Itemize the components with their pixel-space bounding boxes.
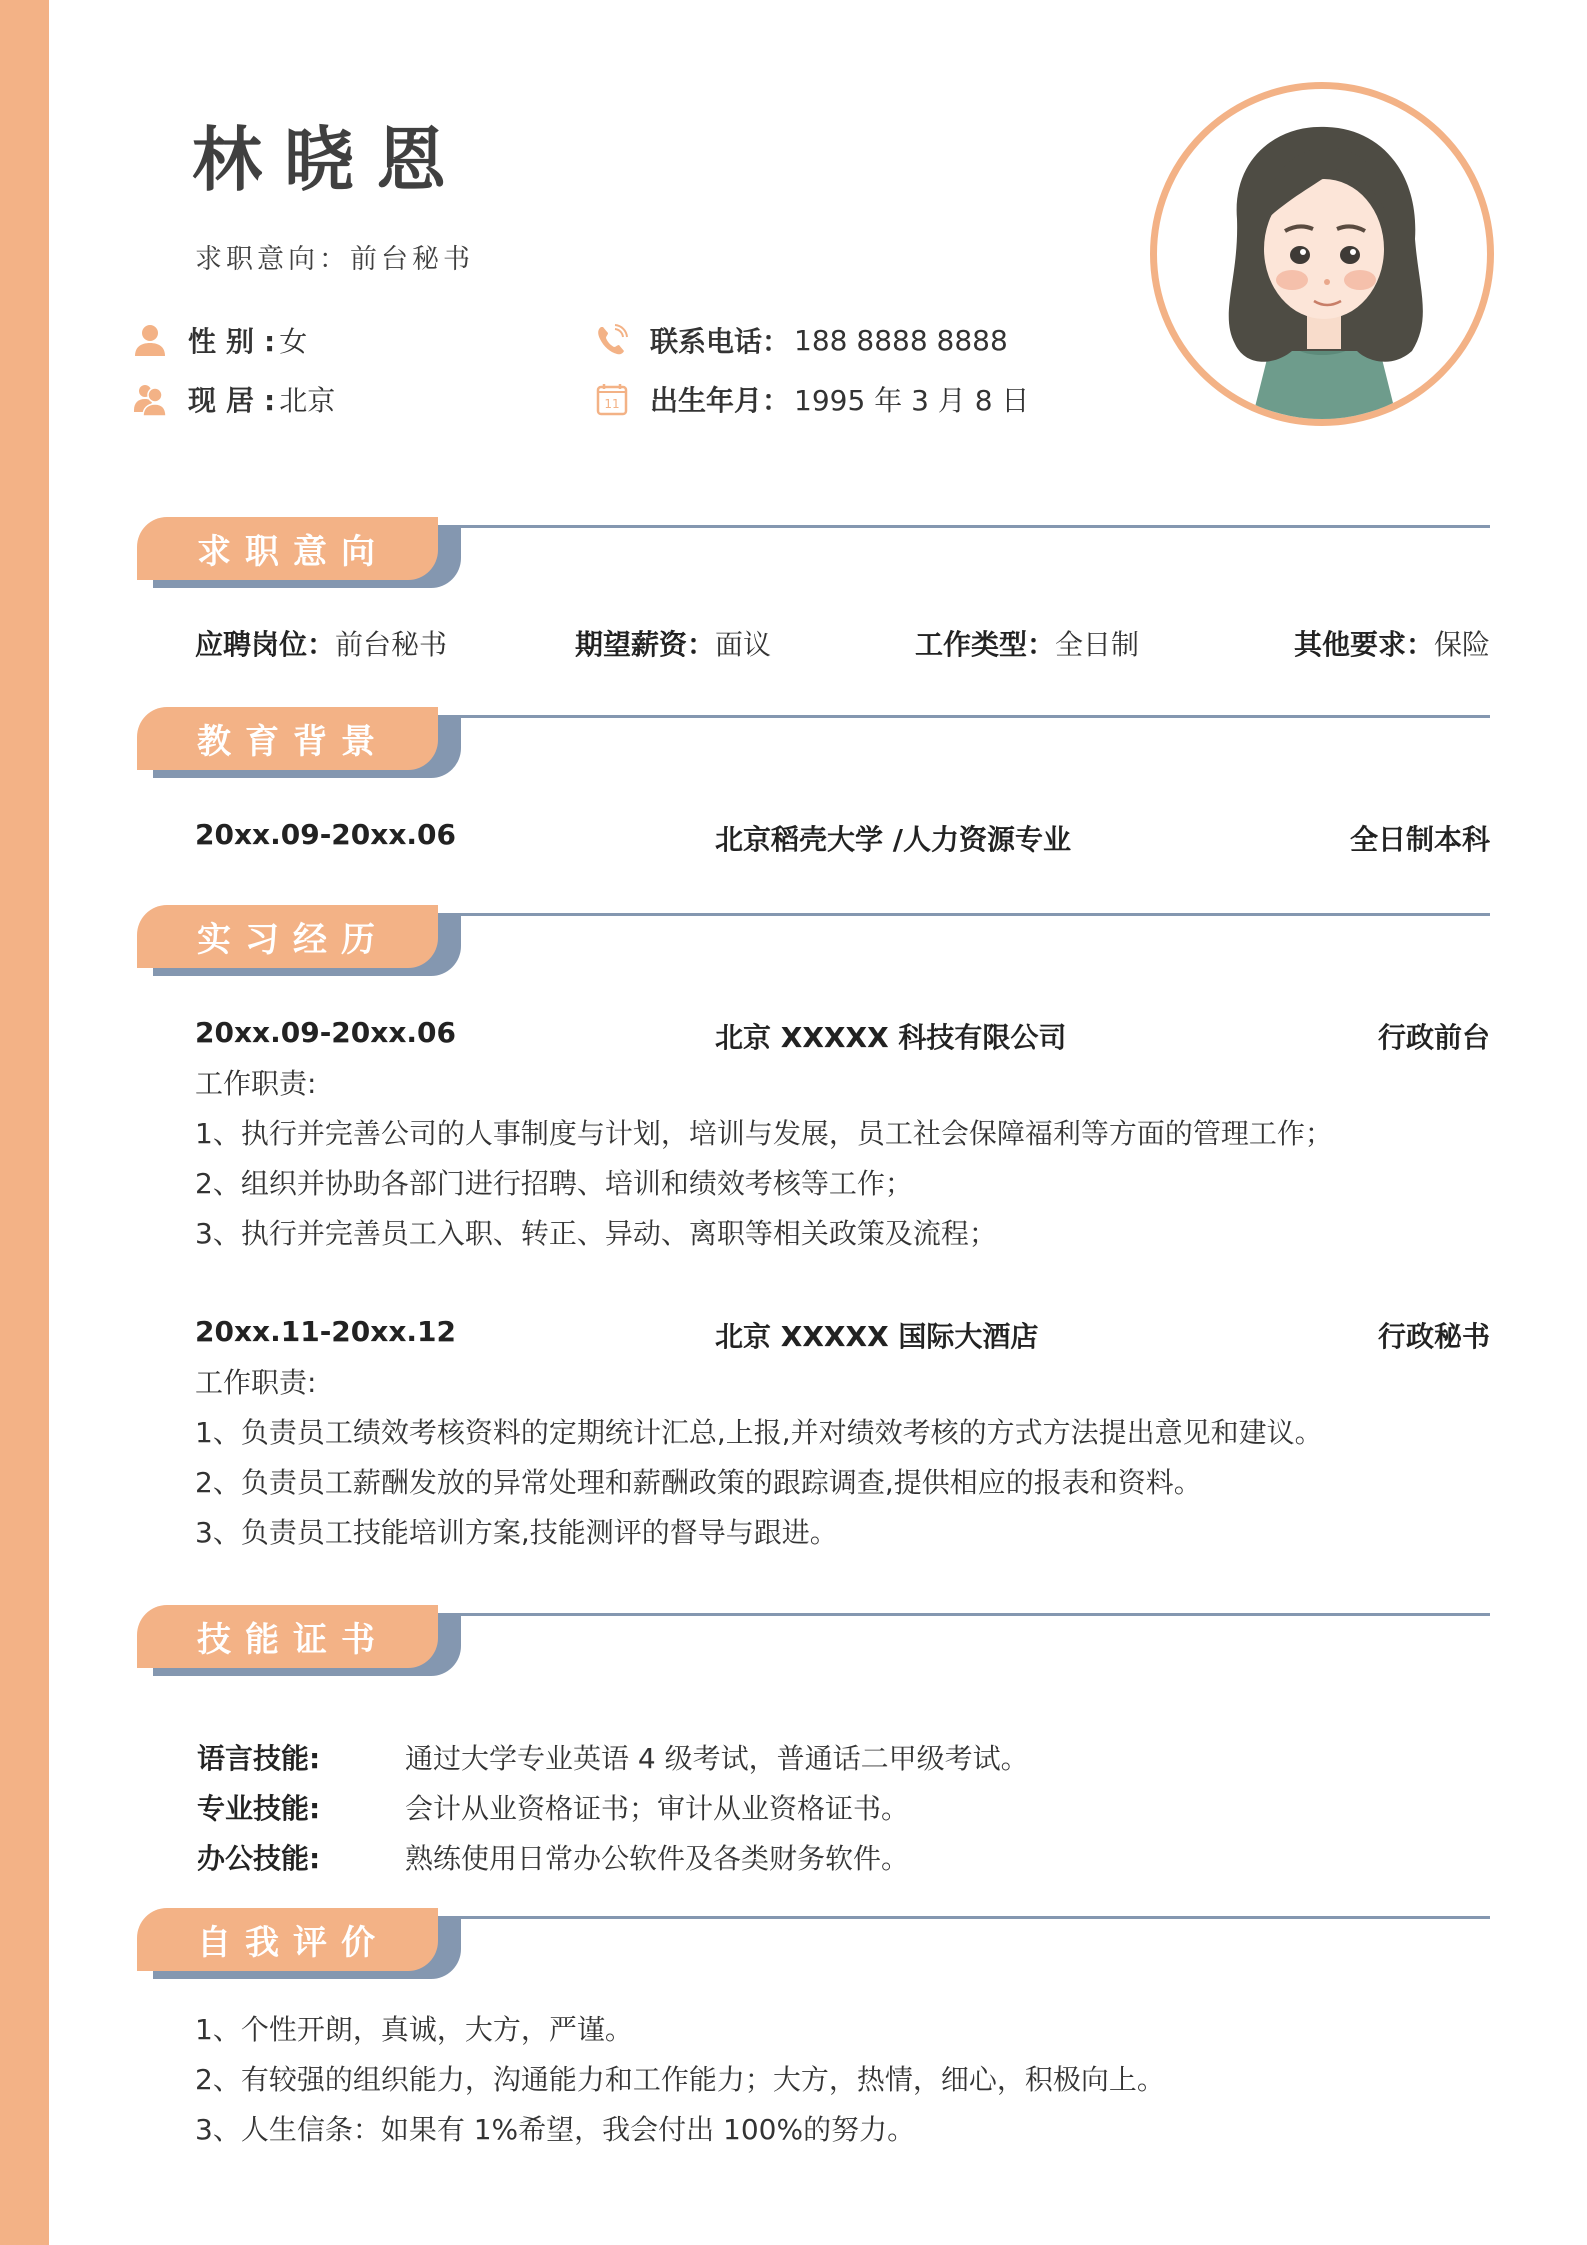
info-gender — [130, 318, 307, 362]
education-period: 20xx.09-20xx.06 — [195, 818, 456, 851]
residence-value: 北京 — [279, 384, 336, 417]
section-header-self-evaluation — [137, 1908, 1490, 1980]
self-evaluation-list — [195, 2005, 1165, 2155]
section-title: 求职意向 — [197, 532, 389, 572]
avatar — [1150, 82, 1494, 426]
duty-item: 2、负责员工薪酬发放的异常处理和薪酬政策的跟踪调查,提供相应的报表和资料。 — [195, 1466, 1202, 1499]
intent-salary: 期望薪资：面议 — [575, 628, 772, 661]
residence-label: 现居: — [188, 384, 276, 417]
job-company: 北京 XXXXX 科技有限公司 — [715, 1021, 1067, 1054]
education-degree: 全日制本科 — [1349, 823, 1490, 856]
section-tab — [137, 1605, 438, 1668]
section-title: 教育背景 — [197, 722, 389, 762]
section-header-skills — [137, 1605, 1490, 1677]
cartoon-girl-illustration — [1157, 89, 1487, 419]
section-tab — [137, 517, 438, 580]
duties-label: 工作职责: — [195, 1067, 317, 1100]
section-header-intent — [137, 517, 1490, 589]
phone-label: 联系电话： — [650, 325, 791, 358]
section-divider-line — [437, 525, 1490, 528]
section-tab — [137, 707, 438, 770]
duty-item: 3、执行并完善员工入职、转正、异动、离职等相关政策及流程； — [195, 1217, 997, 1250]
job-position: 行政秘书 — [1377, 1320, 1490, 1353]
svg-text:11: 11 — [604, 397, 620, 411]
section-divider-line — [437, 913, 1490, 916]
intent-work-type: 工作类型：全日制 — [915, 628, 1140, 661]
job-position: 行政前台 — [1377, 1021, 1490, 1054]
section-divider-line — [437, 1613, 1490, 1616]
people-icon — [130, 379, 170, 419]
job-header-row — [195, 1016, 1490, 1056]
info-phone — [592, 318, 1008, 362]
section-title: 自我评价 — [197, 1923, 389, 1963]
education-row — [195, 818, 1490, 858]
job-intent-row — [195, 623, 1490, 667]
section-header-education — [137, 707, 1490, 779]
education-school: 北京稻壳大学 /人力资源专业 — [715, 823, 1071, 856]
intent-position: 应聘岗位：前台秘书 — [195, 628, 448, 661]
phone-value: 188 8888 8888 — [794, 323, 1008, 357]
duty-item: 1、执行并完善公司的人事制度与计划，培训与发展，员工社会保障福利等方面的管理工作； — [195, 1117, 1333, 1150]
section-tab — [137, 905, 438, 968]
duty-item: 1、负责员工绩效考核资料的定期统计汇总,上报,并对绩效考核的方式方法提出意见和建议。 — [195, 1416, 1323, 1449]
info-birth — [592, 377, 1029, 421]
job-objective-subtitle: 求职意向：前台秘书 — [195, 244, 474, 275]
calendar-icon — [592, 379, 632, 419]
section-divider-line — [437, 1916, 1490, 1919]
birth-label: 出生年月： — [650, 384, 791, 417]
candidate-name: 林晓恩 — [192, 118, 468, 201]
section-title: 技能证书 — [197, 1620, 389, 1660]
section-divider-line — [437, 715, 1490, 718]
duty-item: 2、组织并协助各部门进行招聘、培训和绩效考核等工作； — [195, 1167, 913, 1200]
intent-other: 其他要求：保险 — [1293, 628, 1490, 661]
evaluation-item: 2、有较强的组织能力，沟通能力和工作能力；大方，热情，细心，积极向上。 — [195, 2063, 1165, 2096]
section-title: 实习经历 — [197, 920, 389, 960]
birth-value: 1995 年 3 月 8 日 — [794, 384, 1030, 417]
job-company: 北京 XXXXX 国际大酒店 — [715, 1320, 1039, 1353]
job-duties — [195, 1358, 1323, 1558]
duties-label: 工作职责: — [195, 1366, 317, 1399]
info-residence — [130, 377, 335, 421]
section-header-internship — [137, 905, 1490, 977]
person-icon — [130, 320, 170, 360]
section-tab — [137, 1908, 438, 1971]
job-period: 20xx.11-20xx.12 — [195, 1315, 456, 1348]
job-header-row — [195, 1315, 1490, 1355]
phone-icon — [592, 320, 632, 360]
evaluation-item: 1、个性开朗，真诚，大方，严谨。 — [195, 2013, 633, 2046]
left-accent-bar — [0, 0, 49, 2245]
evaluation-item: 3、人生信条：如果有 1%希望，我会付出 100%的努力。 — [195, 2113, 916, 2146]
gender-label: 性别: — [188, 325, 276, 358]
job-period: 20xx.09-20xx.06 — [195, 1016, 456, 1049]
duty-item: 3、负责员工技能培训方案,技能测评的督导与跟进。 — [195, 1516, 838, 1549]
gender-value: 女 — [279, 325, 308, 358]
job-duties — [195, 1059, 1333, 1259]
